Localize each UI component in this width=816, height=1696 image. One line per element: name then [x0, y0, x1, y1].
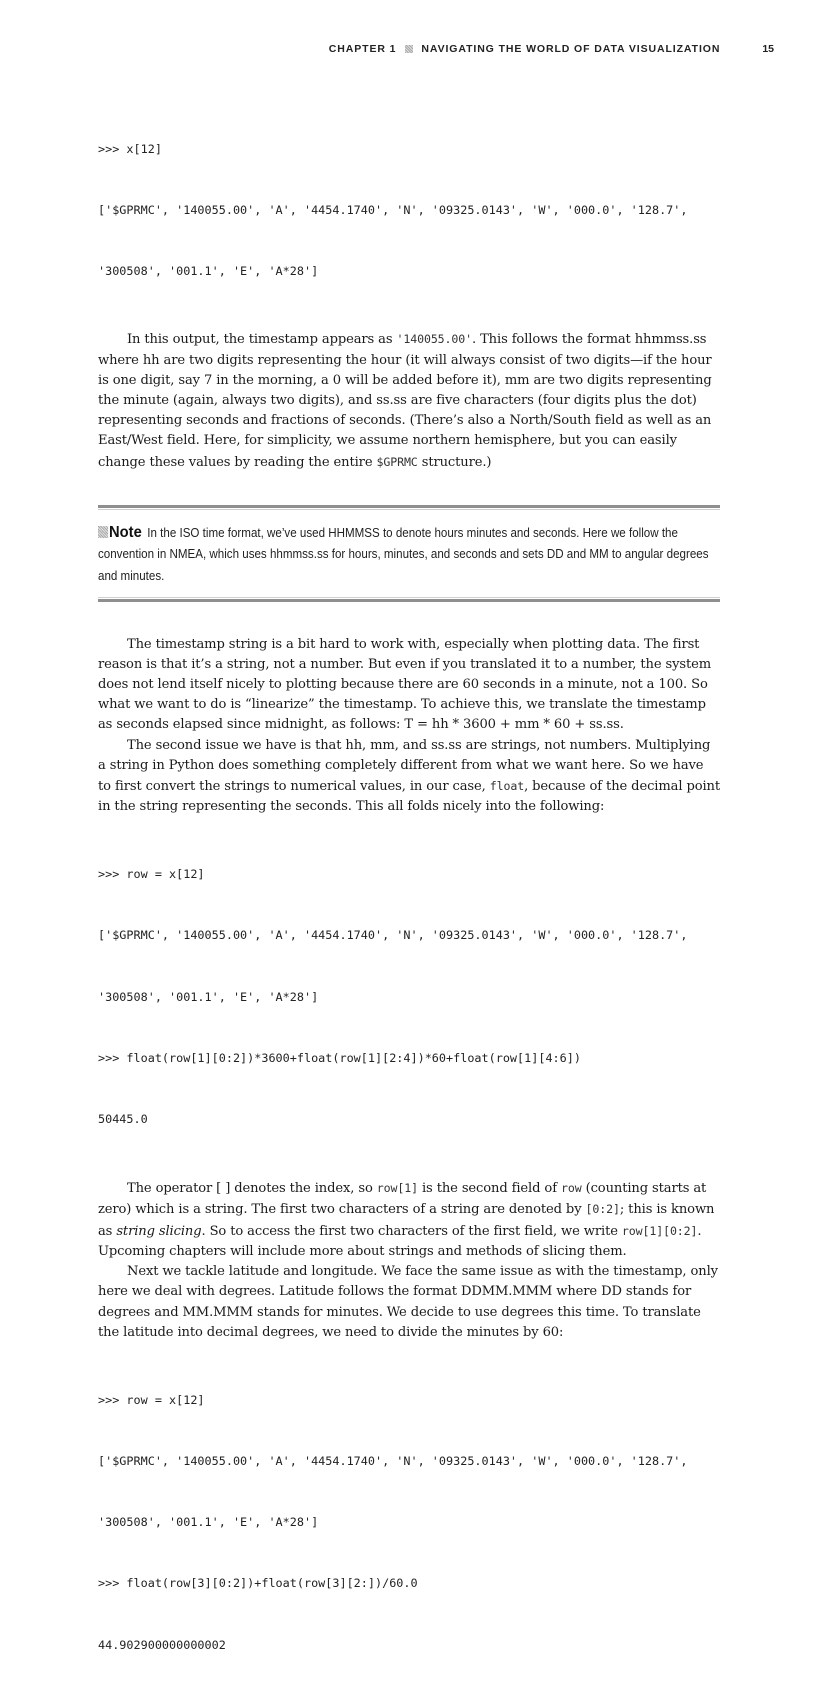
- note-square-icon: [98, 526, 108, 538]
- paragraph-linearize: The timestamp string is a bit hard to work with, especially when plotting data. The first reason is that it’s a string, not a number. But even if you translated it to a number, the system does not lend itself nicely to plotting because there are 60 seconds in a minute, not a 100. So what we want to do is “linearize” the timestamp. To achieve this, we translate the timestamp as seconds elapsed since midnight, as follows: T = hh * 3600 + mm * 60 + ss.ss.: [98, 636, 712, 733]
- paragraph-second-issue: The second issue we have is that hh, mm, and ss.ss are strings, not numbers. Multiplying a string in Python does something completely different from what we want here. So we have to first convert the strings to numerical values, in our case, float, because of the decimal point in the string representing the seconds. This all folds nicely into the following:: [98, 737, 720, 815]
- note-text: Note In the ISO time format, we’ve used HHMMSS to denote hours minutes and seconds. Here we follow the convention in NMEA, which uses hhmmss.ss for hours, minutes, and seconds and sets DD and MM to angular degrees and minutes.: [98, 523, 709, 584]
- code-block-3: [98, 1349, 720, 1696]
- page-body: [98, 98, 720, 1696]
- code-line: '300508', '001.1', 'E', 'A*28']: [98, 1515, 319, 1530]
- code-block-1: [98, 98, 720, 322]
- code-line: '300508', '001.1', 'E', 'A*28']: [98, 264, 319, 279]
- code-line: ['$GPRMC', '140055.00', 'A', '4454.1740', 'N', '09325.0143', 'W', '000.0', '128.7',: [98, 928, 688, 943]
- inline-code: '140055.00': [396, 332, 472, 347]
- code-line: 44.902900000000002: [98, 1637, 226, 1652]
- paragraph-operator-index: The operator [ ] denotes the index, so row[1] is the second field of row (counting starts at zero) which is a string. The first two characters of a string are denoted by [0:2]; this is known as string slicing. So to access the first two characters of the first field, we write row[1][0:2]. Upcoming chapters will include more about strings and methods of slicing them.: [98, 1181, 715, 1259]
- inline-code: [0:2]: [585, 1202, 620, 1217]
- code-line: >>> row = x[12]: [98, 1392, 205, 1407]
- inline-code: float: [489, 779, 525, 794]
- code-line: ['$GPRMC', '140055.00', 'A', '4454.1740', 'N', '09325.0143', 'W', '000.0', '128.7',: [98, 1453, 688, 1468]
- inline-code: $GPRMC: [376, 454, 418, 469]
- code-line: >>> float(row[1][0:2])*3600+float(row[1][2:4])*60+float(row[1][4:6]): [98, 1050, 581, 1065]
- page-number: 15: [762, 43, 774, 55]
- code-line: >>> row = x[12]: [98, 867, 205, 882]
- running-header: [98, 43, 774, 55]
- code-line: ['$GPRMC', '140055.00', 'A', '4454.1740', 'N', '09325.0143', 'W', '000.0', '128.7',: [98, 203, 688, 218]
- inline-code: row: [560, 1181, 582, 1196]
- code-block-2: [98, 823, 720, 1170]
- note-label: Note: [98, 524, 142, 541]
- inline-code: row[1]: [376, 1181, 418, 1196]
- chapter-title: NAVIGATING THE WORLD OF DATA VISUALIZATION: [421, 43, 721, 55]
- code-line: >>> x[12]: [98, 141, 162, 156]
- chapter-label: CHAPTER 1: [328, 43, 397, 55]
- paragraph-timestamp-format: In this output, the timestamp appears as '140055.00'. This follows the format hhmmss.ss where hh are two digits representing the hour (it will always consist of two digits—if the hour is one digit, say 7 in the morning, a 0 will be added before it), mm are two digits representing the minute (again, always two digits), and ss.ss are five characters (four digits plus the dot) representing seconds and fractions of seconds. (There’s also a North/South field as well as an East/West field. Here, for simplicity, we assume northern hemisphere, but you can easily change these values by reading the entire $GPRMC structure.): [98, 332, 712, 470]
- emphasis: string slicing: [116, 1223, 202, 1239]
- separator-square-icon: [405, 45, 413, 53]
- code-line: '300508', '001.1', 'E', 'A*28']: [98, 989, 319, 1004]
- code-line: 50445.0: [98, 1112, 148, 1127]
- inline-code: row[1][0:2]: [621, 1223, 698, 1238]
- note-box: [98, 505, 720, 602]
- code-line: >>> float(row[3][0:2])+float(row[3][2:])/60.0: [98, 1576, 418, 1591]
- paragraph-latitude: Next we tackle latitude and longitude. We face the same issue as with the timestamp, only here we deal with degrees. Latitude follows the format DDMM.MMM where DD stands for degrees and MM.MMM stands for minutes. We decide to use degrees this time. To translate the latitude into decimal degrees, we need to divide the minutes by 60:: [98, 1264, 718, 1340]
